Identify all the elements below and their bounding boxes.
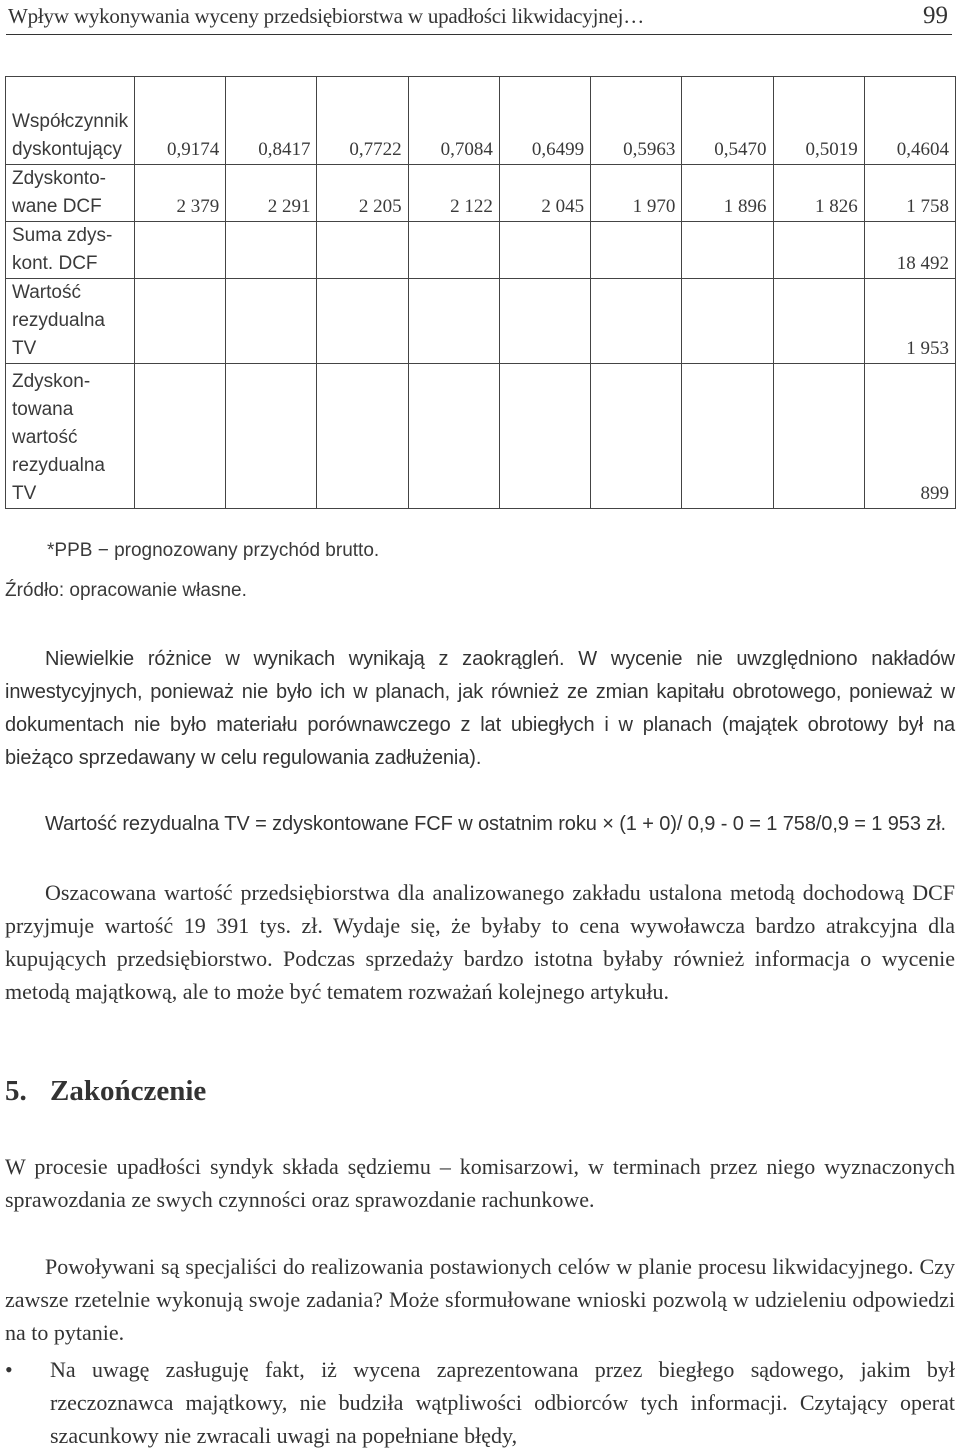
- table-cell: 1 896: [682, 165, 773, 222]
- table-cell: 0,5963: [591, 77, 682, 165]
- table-cell: [135, 364, 226, 509]
- paragraph-text: Wartość rezydualna TV = zdyskontowane FCF w ostatnim roku × (1 + 0)/ 0,9 - 0 = 1 758/0,9 = 1 953 zł.: [45, 813, 947, 835]
- table-cell: 899: [864, 364, 955, 509]
- table-cell: 0,7084: [408, 77, 499, 165]
- table-row: [6, 165, 956, 222]
- table-cell: 1 758: [864, 165, 955, 222]
- running-header: [6, 2, 952, 35]
- paragraph: [5, 876, 955, 1008]
- table-cell: 0,6499: [499, 77, 590, 165]
- section-title: Zakończenie: [50, 1075, 207, 1107]
- paragraph: [5, 1150, 955, 1216]
- table-cell: 18 492: [864, 222, 955, 279]
- table-cell: 1 953: [864, 279, 955, 364]
- paragraph-text: W procesie upadłości syndyk składa sędziemu – komisarzowi, w terminach przez niego wyznaczonych sprawozdania ze swych czynności oraz sprawozdanie rachunkowe.: [5, 1154, 955, 1212]
- table-cell: [773, 279, 864, 364]
- running-title: Wpływ wykonywania wyceny przedsiębiorstwa w upadłości likwidacyjnej…: [8, 4, 645, 28]
- dcf-table: [5, 76, 956, 509]
- table-cell: 0,8417: [226, 77, 317, 165]
- paragraph: [5, 1250, 955, 1349]
- table-cell: 1 826: [773, 165, 864, 222]
- table-cell: 1 970: [591, 165, 682, 222]
- table-cell: 2 122: [408, 165, 499, 222]
- row-label: Zdyskontowane DCF: [6, 165, 135, 222]
- table-cell: [317, 364, 408, 509]
- table-cell: [591, 222, 682, 279]
- paragraph-text: Oszacowana wartość przedsiębiorstwa dla analizowanego zakładu ustalona metodą dochodową DCF przyjmuje wartość 19 391 tys. zł. Wydaje się, że byłaby to cena wywoławcza bardzo atrakcyjna dla kupujących przedsiębiorstwo. Podczas sprzedaży bardzo istotna byłaby również informacja o wycenie metodą majątkową, ale to może być tematem rozważań kolejnego artykułu.: [5, 880, 955, 1004]
- table-cell: 2 205: [317, 165, 408, 222]
- table-row: [6, 279, 956, 364]
- table-cell: 2 045: [499, 165, 590, 222]
- table-cell: [135, 279, 226, 364]
- table-cell: [226, 364, 317, 509]
- table-source: Źródło: opracowanie własne.: [5, 580, 247, 601]
- table-cell: 0,5470: [682, 77, 773, 165]
- bullet-icon: •: [5, 1357, 13, 1382]
- table-cell: [773, 364, 864, 509]
- table-cell: 0,9174: [135, 77, 226, 165]
- paragraph: [5, 808, 955, 841]
- table-row: [6, 222, 956, 279]
- paragraph-text: Powoływani są specjaliści do realizowania postawionych celów w planie procesu likwidacyjnego. Czy zawsze rzetelnie wykonują swoje zadania? Może sformułowane wnioski pozwolą w udzieleniu odpowiedzi na to pytanie.: [5, 1254, 955, 1345]
- paragraph: [5, 643, 955, 775]
- row-label: Suma zdyskont. DCF: [6, 222, 135, 279]
- table-cell: [317, 222, 408, 279]
- table-cell: [408, 279, 499, 364]
- row-label: Współczynnik dyskontujący: [6, 77, 135, 165]
- table-cell: [135, 222, 226, 279]
- table-cell: [408, 222, 499, 279]
- table-cell: [591, 279, 682, 364]
- table-cell: [682, 364, 773, 509]
- table-cell: [499, 279, 590, 364]
- table-footnote: *PPB − prognozowany przychód brutto.: [47, 540, 380, 561]
- row-label: Zdyskontowana wartość rezydualna TV: [6, 364, 135, 509]
- table-cell: [773, 222, 864, 279]
- table-cell: 0,7722: [317, 77, 408, 165]
- page-number: 99: [923, 2, 948, 29]
- table-cell: [591, 364, 682, 509]
- bullet-text: Na uwagę zasługuję fakt, iż wycena zaprezentowana przez biegłego sądowego, jakim był rzeczoznawca majątkowy, nie budziła wątpliwości odbiorców tych informacji. Czytający operat szacunkowy nie zwracali uwagi na popełniane błędy,: [50, 1357, 955, 1448]
- table-cell: [682, 222, 773, 279]
- table-cell: 0,5019: [773, 77, 864, 165]
- row-label: Wartość rezydualna TV: [6, 279, 135, 364]
- table-cell: 2 291: [226, 165, 317, 222]
- table-cell: 2 379: [135, 165, 226, 222]
- table-cell: [317, 279, 408, 364]
- section-number: 5.: [5, 1075, 27, 1107]
- table-cell: [408, 364, 499, 509]
- table-cell: [226, 222, 317, 279]
- table-row: [6, 364, 956, 509]
- section-heading: [5, 1075, 206, 1108]
- paragraph-text: Niewielkie różnice w wynikach wynikają z zaokrągleń. W wycenie nie uwzględniono nakładów inwestycyjnych, ponieważ nie było ich w planach, jak również ze zmian kapitału obrotowego, ponieważ w dokumentach nie było materiału porównawczego z lat ubiegłych i w planach (majątek obrotowy był na bieżąco sprzedawany w celu regulowania zadłużenia).: [5, 648, 955, 769]
- table-cell: 0,4604: [864, 77, 955, 165]
- table-cell: [499, 222, 590, 279]
- table-row: [6, 77, 956, 165]
- table-cell: [499, 364, 590, 509]
- table-cell: [226, 279, 317, 364]
- table-cell: [682, 279, 773, 364]
